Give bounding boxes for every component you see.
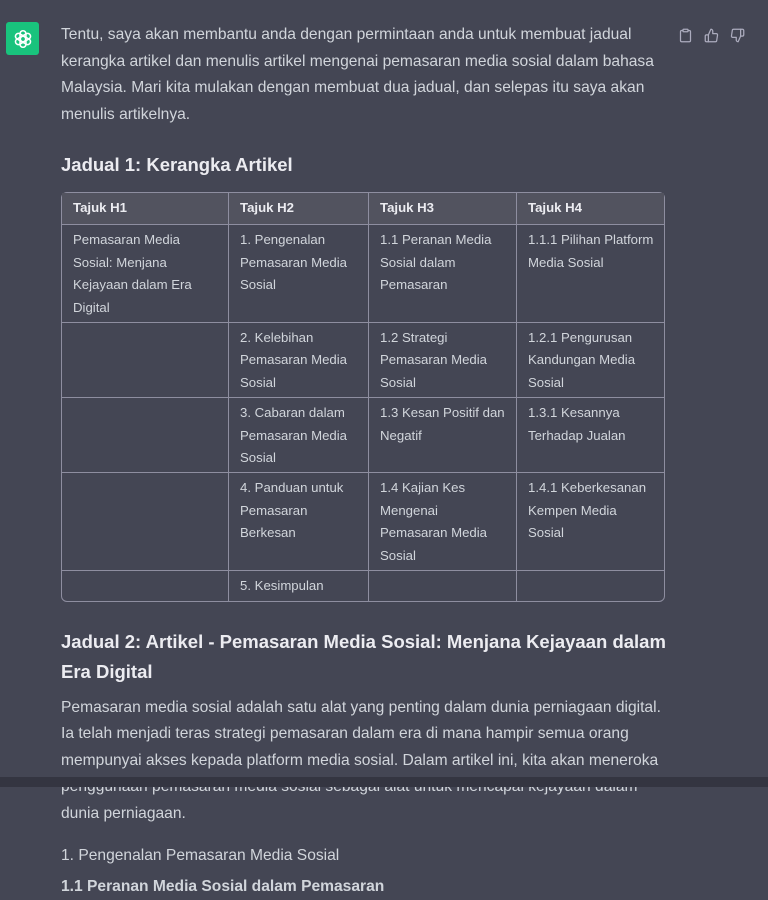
clipboard-icon bbox=[678, 28, 693, 43]
column-header: Tajuk H3 bbox=[369, 193, 517, 225]
table-cell: 1. Pengenalan Pemasaran Media Sosial bbox=[229, 225, 369, 323]
table-cell: 5. Kesimpulan bbox=[229, 571, 369, 600]
table-cell: 1.2.1 Pengurusan Kandungan Media Sosial bbox=[517, 323, 664, 398]
table-cell: 1.4.1 Keberkesanan Kempen Media Sosial bbox=[517, 473, 664, 571]
outline-table bbox=[61, 192, 665, 602]
table-cell bbox=[62, 323, 229, 398]
table-cell: 1.1.1 Pilihan Platform Media Sosial bbox=[517, 225, 664, 323]
table-cell: 1.4 Kajian Kes Mengenai Pemasaran Media Sosial bbox=[369, 473, 517, 571]
table-header-row bbox=[62, 193, 664, 225]
column-header: Tajuk H4 bbox=[517, 193, 664, 225]
table-cell: 4. Panduan untuk Pemasaran Berkesan bbox=[229, 473, 369, 571]
table-cell: 1.3.1 Kesannya Terhadap Jualan bbox=[517, 398, 664, 473]
message-actions bbox=[676, 26, 746, 44]
table-cell: 1.2 Strategi Pemasaran Media Sosial bbox=[369, 323, 517, 398]
outline-table-heading: Jadual 1: Kerangka Artikel bbox=[61, 150, 671, 180]
table-cell: 3. Cabaran dalam Pemasaran Media Sosial bbox=[229, 398, 369, 473]
column-header: Tajuk H1 bbox=[62, 193, 229, 225]
intro-paragraph: Tentu, saya akan membantu anda dengan permintaan anda untuk membuat jadual kerangka artikel dan menulis artikel mengenai pemasaran media sosial dalam bahasa Malaysia. Mari kita mulakan dengan membuat dua jadual, dan selepas itu saya akan menulis artikelnya. bbox=[61, 22, 671, 128]
openai-logo-icon bbox=[12, 28, 34, 50]
column-header: Tajuk H2 bbox=[229, 193, 369, 225]
thumbs-up-icon bbox=[704, 28, 719, 43]
thumbs-up-button[interactable] bbox=[702, 26, 720, 44]
table-row bbox=[62, 323, 664, 398]
article-heading: Jadual 2: Artikel - Pemasaran Media Sosial: Menjana Kejayaan dalam Era Digital bbox=[61, 627, 671, 687]
subsection-heading: 1.1 Peranan Media Sosial dalam Pemasaran bbox=[61, 874, 671, 900]
table-cell: Pemasaran Media Sosial: Menjana Kejayaan dalam Era Digital bbox=[62, 225, 229, 323]
table-cell: 2. Kelebihan Pemasaran Media Sosial bbox=[229, 323, 369, 398]
table-cell bbox=[517, 571, 664, 600]
table-cell bbox=[62, 571, 229, 600]
assistant-avatar bbox=[6, 22, 39, 55]
table-row bbox=[62, 473, 664, 571]
table-cell bbox=[62, 473, 229, 571]
section-heading: 1. Pengenalan Pemasaran Media Sosial bbox=[61, 843, 671, 870]
table-row bbox=[62, 398, 664, 473]
copy-button[interactable] bbox=[676, 26, 694, 44]
table-cell bbox=[369, 571, 517, 600]
bottom-input-area bbox=[0, 777, 768, 787]
table-cell: 1.3 Kesan Positif dan Negatif bbox=[369, 398, 517, 473]
table-row bbox=[62, 225, 664, 323]
thumbs-down-icon bbox=[730, 28, 745, 43]
message-content bbox=[61, 22, 671, 900]
thumbs-down-button[interactable] bbox=[728, 26, 746, 44]
table-cell: 1.1 Peranan Media Sosial dalam Pemasaran bbox=[369, 225, 517, 323]
table-row bbox=[62, 571, 664, 600]
table-cell bbox=[62, 398, 229, 473]
article-paragraph: Pemasaran media sosial adalah satu alat yang penting dalam dunia perniagaan digital. Ia telah menjadi teras strategi pemasaran dalam era di mana hampir semua orang mempunyai akses kepada platform media sosial. Dalam artikel ini, kita akan meneroka dunia perniagaan. bbox=[61, 695, 671, 828]
